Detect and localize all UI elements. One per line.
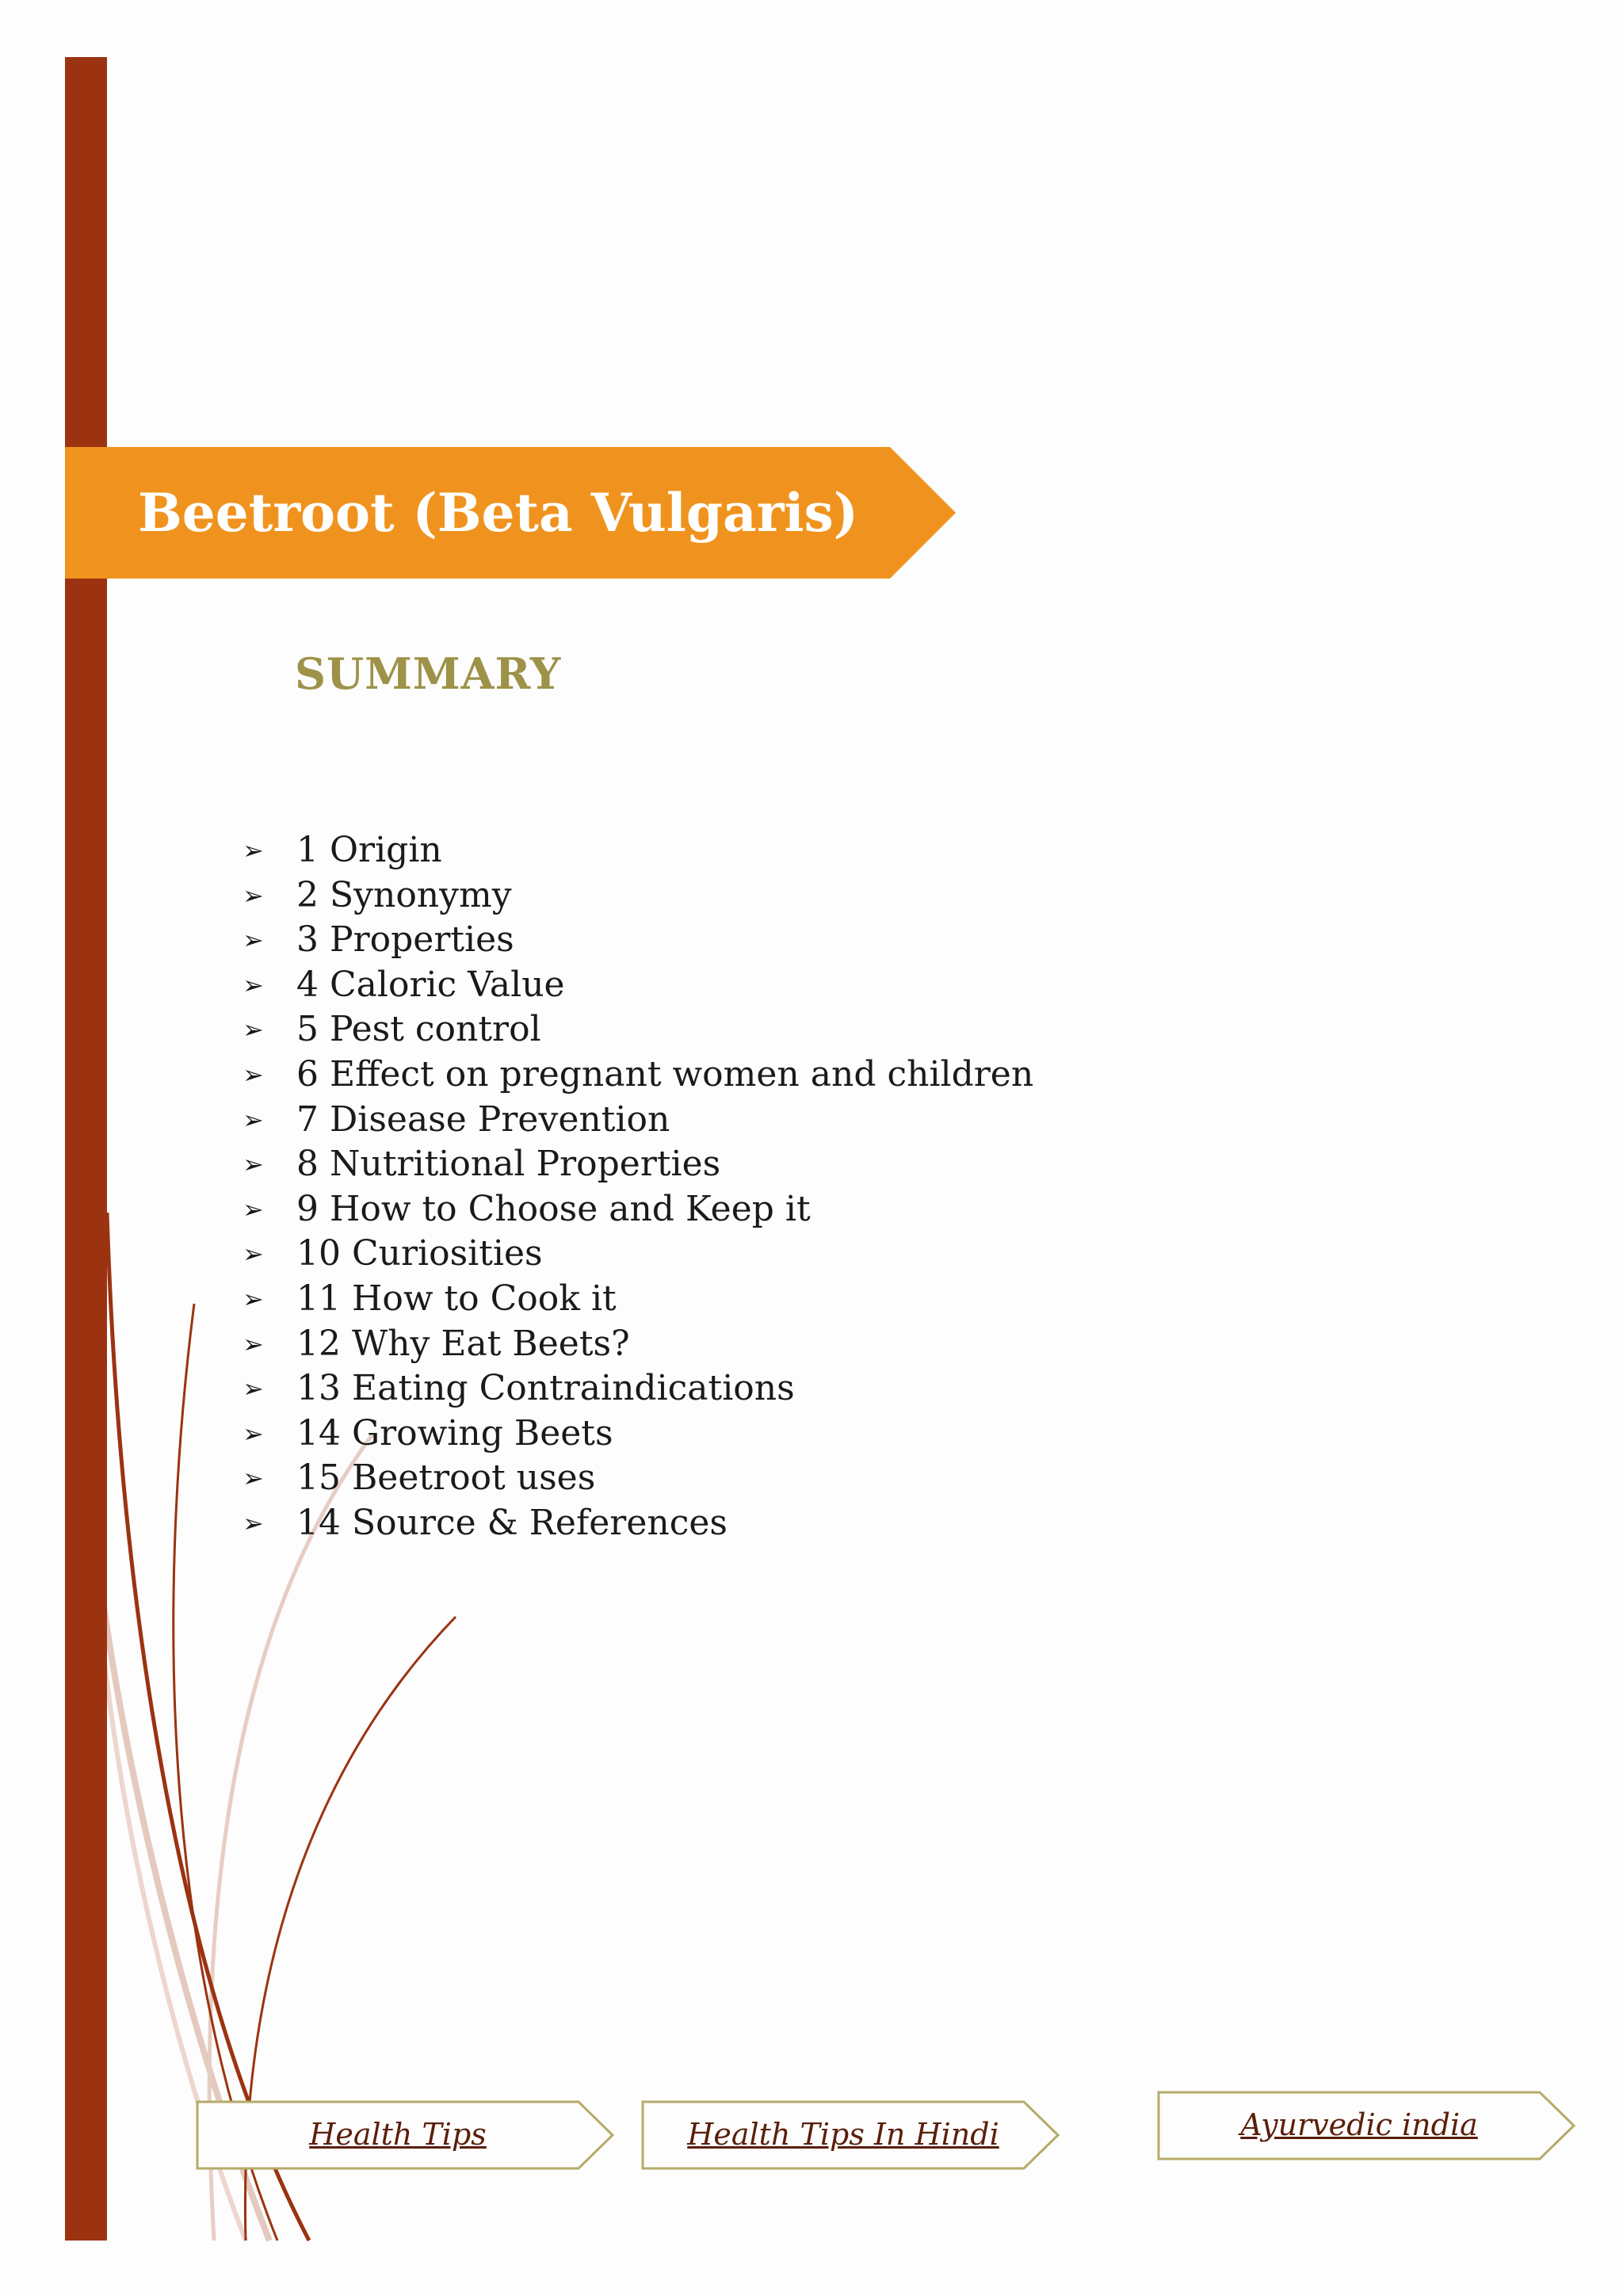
toc-item[interactable] [242,1098,1033,1143]
toc-item-label: 15 Beetroot uses [296,1457,596,1499]
arrow-bullet-icon: ➢ [242,1239,264,1270]
toc-item-label: 9 How to Choose and Keep it [296,1188,811,1229]
table-of-contents [242,828,1033,1546]
arrow-bullet-icon: ➢ [242,1373,264,1404]
footer-tab-health-tips [196,2100,616,2172]
toc-item-label: 13 Eating Contraindications [296,1368,795,1409]
page-title: Beetroot (Beta Vulgaris) [138,482,858,544]
toc-item[interactable] [242,1366,1033,1412]
toc-item-label: 14 Growing Beets [296,1412,613,1454]
toc-item-label: 12 Why Eat Beets? [296,1323,630,1364]
toc-item[interactable] [242,918,1033,963]
toc-item-label: 10 Curiosities [296,1233,543,1274]
toc-item[interactable] [242,873,1033,919]
arrow-bullet-icon: ➢ [242,1418,264,1449]
toc-item-label: 11 How to Cook it [296,1278,617,1319]
arrow-bullet-icon: ➢ [242,880,264,911]
arrow-bullet-icon: ➢ [242,835,264,865]
toc-item-label: 6 Effect on pregnant women and children [296,1053,1034,1095]
toc-item-label: 4 Caloric Value [296,964,565,1005]
toc-item[interactable] [242,1232,1033,1277]
arrow-bullet-icon: ➢ [242,1283,264,1314]
toc-item-label: 1 Origin [296,830,442,870]
toc-item-label: 7 Disease Prevention [296,1098,670,1140]
arrow-bullet-icon: ➢ [242,1194,264,1224]
arrow-bullet-icon: ➢ [242,1014,264,1045]
arrow-bullet-icon: ➢ [242,969,264,1000]
toc-item-label: 2 Synonymy [296,874,512,915]
arrow-bullet-icon: ➢ [242,1463,264,1494]
summary-heading: SUMMARY [295,648,562,699]
footer-tab-health-tips-hindi [641,2100,1061,2172]
toc-item[interactable] [242,1142,1033,1187]
arrow-bullet-icon: ➢ [242,1149,264,1180]
toc-item[interactable] [242,1412,1033,1457]
toc-item[interactable] [242,1277,1033,1322]
arrow-bullet-icon: ➢ [242,1507,264,1538]
toc-item[interactable] [242,1322,1033,1367]
toc-item-label: 5 Pest control [296,1009,541,1050]
link-health-tips-in-hindi[interactable]: Health Tips In Hindi [687,2117,999,2152]
link-health-tips[interactable]: Health Tips [309,2117,487,2152]
arrow-bullet-icon: ➢ [242,1104,264,1135]
footer-tab-ayurvedic-india [1157,2091,1577,2162]
title-banner [65,447,956,579]
toc-item[interactable] [242,1007,1033,1052]
toc-item-label: 8 Nutritional Properties [296,1144,721,1185]
toc-item[interactable] [242,1501,1033,1546]
link-ayurvedic-india[interactable]: Ayurvedic india [1240,2107,1478,2142]
toc-item[interactable] [242,828,1033,873]
toc-item[interactable] [242,1187,1033,1232]
toc-item[interactable] [242,963,1033,1008]
toc-item[interactable] [242,1456,1033,1501]
sidebar-accent-bar [65,57,107,2241]
arrow-bullet-icon: ➢ [242,1328,264,1359]
arrow-bullet-icon: ➢ [242,925,264,956]
arrow-bullet-icon: ➢ [242,1059,264,1090]
toc-item-label: 3 Properties [296,919,514,961]
toc-item-label: 14 Source & References [296,1502,727,1543]
toc-item[interactable] [242,1052,1033,1098]
